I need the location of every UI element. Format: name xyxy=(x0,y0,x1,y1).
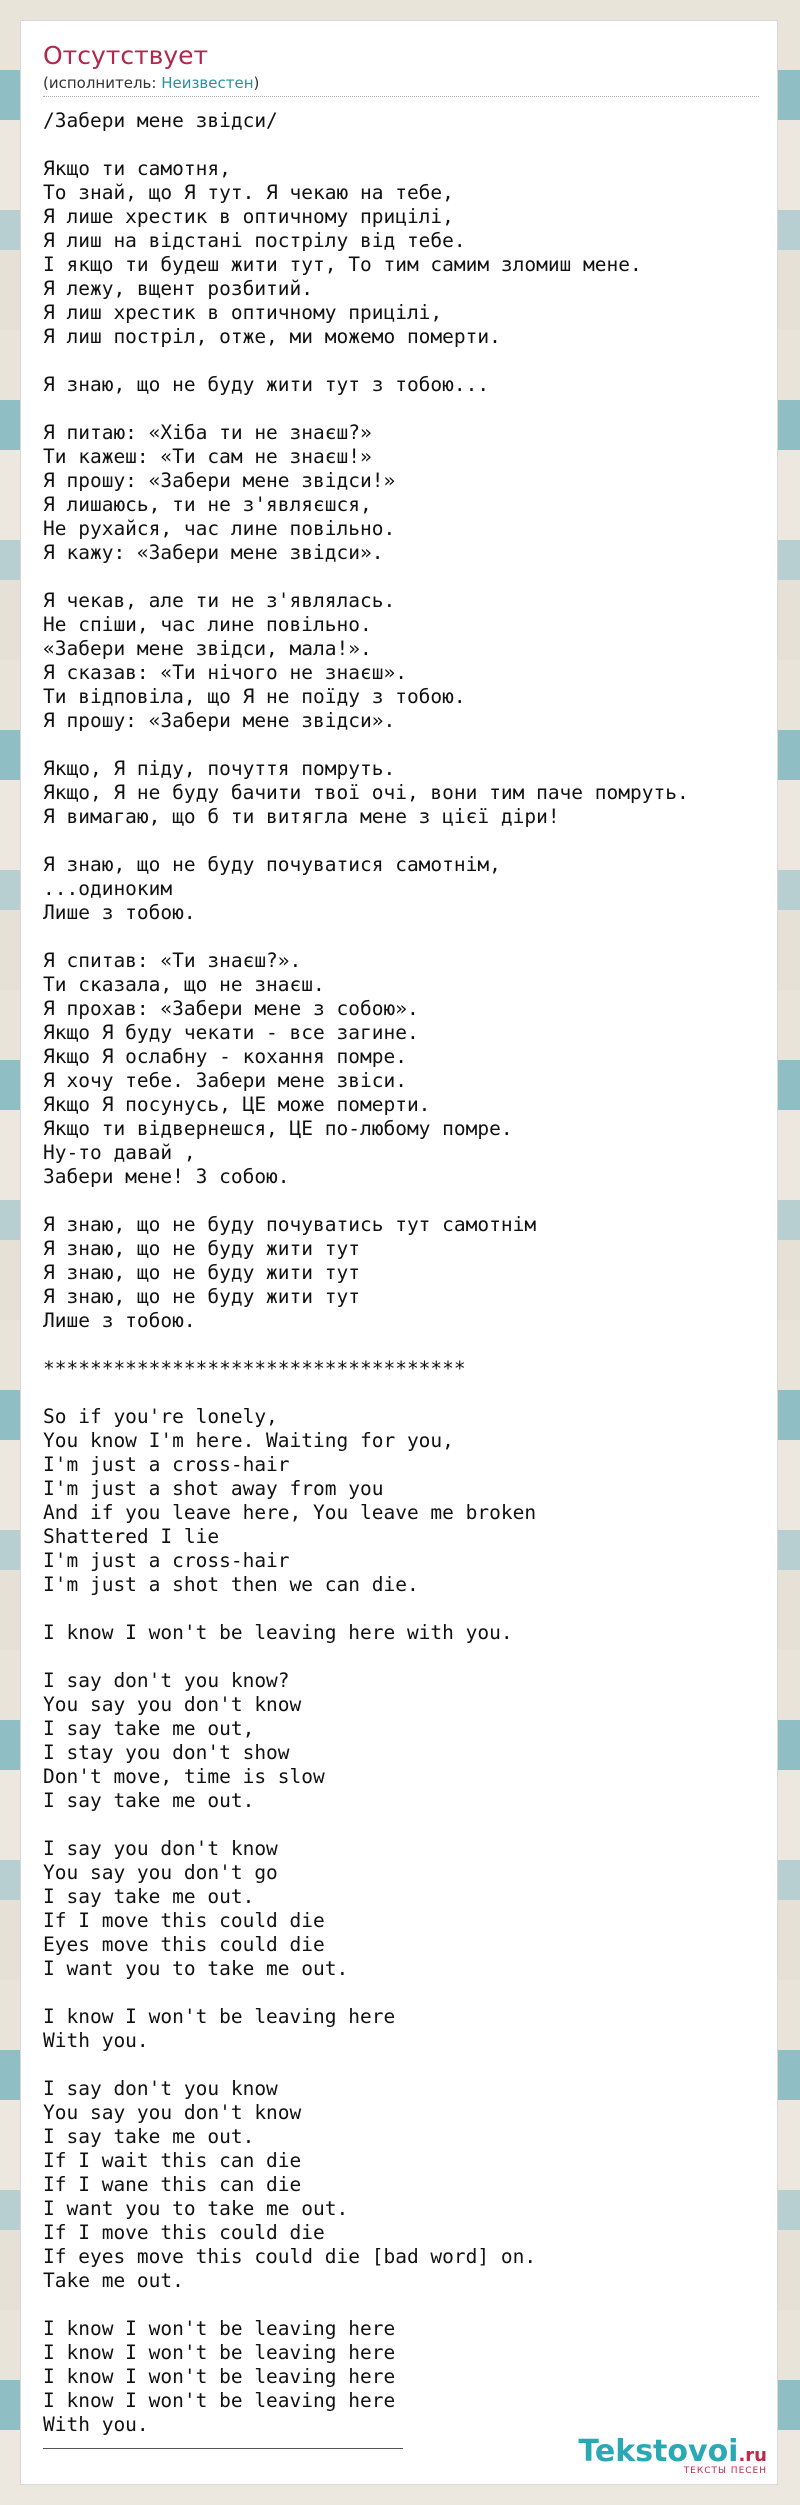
logo-tagline: ТЕКСТЫ ПЕСЕН xyxy=(683,2466,767,2476)
header-divider xyxy=(43,96,759,97)
artist-prefix: (исполнитель: xyxy=(43,74,162,92)
bottom-divider xyxy=(43,2448,403,2449)
logo-tld: .ru xyxy=(738,2445,767,2466)
artist-suffix: ) xyxy=(253,74,260,92)
artist-line xyxy=(43,74,777,92)
lyrics-text: /Забери мене звідси/ Якщо ти самотня, То знай, що Я тут. Я чекаю на тебе, Я лише хрестик в оптичному прицілі, Я лиш на відстані пострілу від тебе. І якщо ти будеш жити тут, То тим самим зломиш мене. Я лежу, вщент розбитий. Я лиш хрестик в оптичному прицілі, Я лиш постріл, отже, ми можемо померти. Я знаю, що не буду жити тут з тобою... Я питаю: «Хіба ти не знаєш?» Ти кажеш: «Ти сам не знаєш!» Я прошу: «Забери мене звідси!» Я лишаюсь, ти не з'являєшся, Не рухайся, час лине повільно. Я кажу: «Забери мене звідси». Я чекав, але ти не з'являлась. Не спіши, час лине повільно. «Забери мене звідси, мала!». Я сказав: «Ти нічого не знаєш». Ти відповіла, що Я не поїду з тобою. Я прошу: «Забери мене звідси». Якщо, Я піду, почуття помруть. Якщо, Я не буду бачити твої очі, вони тим паче помруть. Я вимагаю, що б ти витягла мене з цієї діри! Я знаю, що не буду почуватися самотнім, ...одиноким Лише з тобою. Я спитав: «Ти знаєш?». Ти сказала, що не знаєш. Я прохав: «Забери мене з собою». Якщо Я буду чекати - все загине. Якщо Я ослабну - кохання помре. Я хочу тебе. Забери мене звіси. Якщо Я посунусь, ЦЕ може померти. Якщо ти відвернешся, ЦЕ по-любому помре. Ну-то давай , Забери мене! З собою. Я знаю, що не буду почуватись тут самотнім Я знаю, що не буду жити тут Я знаю, що не буду жити тут Я знаю, що не буду жити тут Лише з тобою. ************************************ So if you're lonely, You know I'm here. Waiting for you, I'm just a cross-hair I'm just a shot away from you And if you leave here, You leave me broken Shattered I lie I'm just a cross-hair I'm just a shot then we can die. I know I won't be leaving here with you. I say don't you know? You say you don't know I say take me out, I stay you don't show Don't move, time is slow I say take me out. I say you don't know You say you don't go I say take me out. If I move this could die Eyes move this could die I want you to take me out. I know I won't be leaving here With you. I say don't you know You say you don't know I say take me out. If I wait this can die If I wane this can die I want you to take me out. If I move this could die If eyes move this could die [bad word] on. Take me out. I know I won't be leaving here I know I won't be leaving here I know I won't be leaving here I know I won't be leaving here With you. xyxy=(43,109,689,2436)
lyrics-card xyxy=(20,20,778,2485)
song-title: Отсутствует xyxy=(43,41,209,70)
logo-name: Tekstovoi xyxy=(578,2434,739,2469)
site-logo[interactable] xyxy=(578,2436,767,2476)
artist-link[interactable]: Неизвестен xyxy=(161,74,254,92)
